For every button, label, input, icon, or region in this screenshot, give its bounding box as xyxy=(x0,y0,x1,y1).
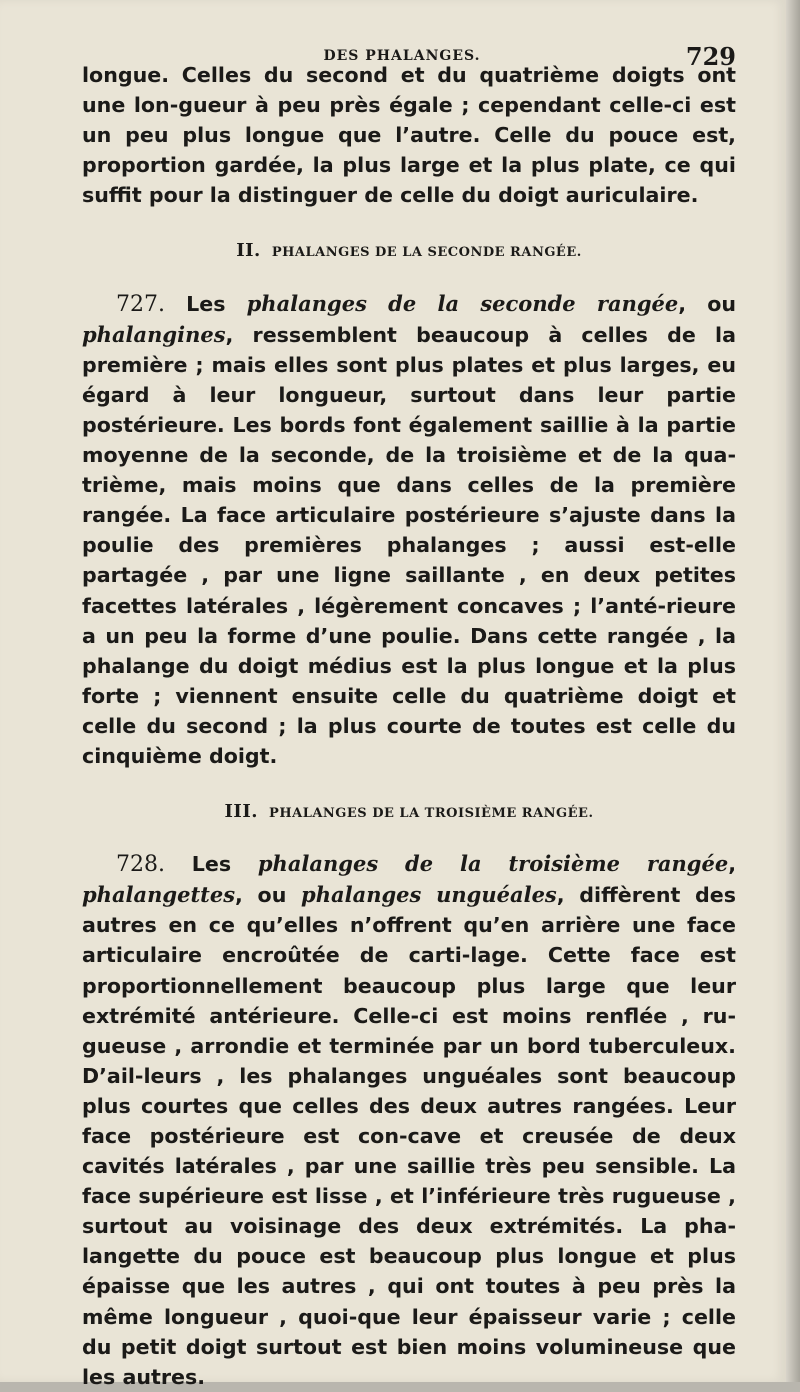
paragraph-text: , ou xyxy=(235,883,287,908)
paragraph-number: 727. xyxy=(116,291,165,317)
paragraph-text: , ressemblent beaucoup à celles de la première ; mais elles sont plus plates et plus larges, eu égard à leur longueur, surtout dans leur partie postérieure. Les bords font également saillie à la partie moyenne de la seconde, de la troisième et de la qua-trième, mais moins que dans celles de la première rangée. La face articulaire postérieure s’ajuste dans la poulie des premières phalanges ; aussi est-elle partagée , par une ligne saillante , en deux petites facettes latérales , légèrement concaves ; l’anté-rieure a un peu la forme d’une poulie. Dans cette rangée , la phalange du doigt médius est la plus longue et la plus forte ; viennent ensuite celle du quatrième doigt et celle du second ; la plus courte de toutes est celle du cinquième doigt. xyxy=(82,322,736,768)
paragraph-text: Les xyxy=(186,291,226,316)
section-heading-2 xyxy=(82,236,736,268)
italic-term: phalanges unguéales xyxy=(301,882,557,908)
paragraph-text: Les xyxy=(191,852,232,877)
section-heading-3 xyxy=(82,797,736,829)
section-number: III. xyxy=(224,801,259,823)
section-number: II. xyxy=(236,240,261,262)
paragraph-728 xyxy=(82,849,736,1392)
section-title: PHALANGES DE LA SECONDE RANGÉE. xyxy=(271,245,582,261)
italic-term: phalangines xyxy=(82,321,226,347)
running-title: DES PHALANGES. xyxy=(323,48,481,64)
continued-paragraph: longue. Celles du second et du quatrième doigts ont une lon-gueur à peu près égale ; cependant celle-ci est un peu plus longue que l’autre. Celle du pouce est, proportion gardée, la plus large et la plus plate, ce qui suffit pour la distinguer de celle du doigt auriculaire. xyxy=(82,63,736,208)
italic-term: phalanges de la seconde rangée xyxy=(246,290,679,316)
section-title: PHALANGES DE LA TROISIÈME RANGÉE. xyxy=(269,806,594,822)
paragraph-text: , diffèrent des autres en ce qu’elles n’offrent qu’en arrière une face articulaire encroûtée de carti-lage. Cette face est proportionnellement beaucoup plus large que leur extrémité antérieure. Celle-ci est moins renflée , ru-gueuse , arrondie et terminée par un bord tuberculeux. D’ail-leurs , les phalanges unguéales sont beaucoup plus courtes que celles des deux autres rangées. Leur face postérieure est con-cave et creusée de deux cavités latérales , par une saillie très peu sensible. La face supérieure est lisse , et l’inférieure très rugueuse , surtout au voisinage des deux extrémités. La pha-langette du pouce est beaucoup plus longue et plus épaisse que les autres , qui ont toutes à peu près la même longueur , quoi-que leur épaisseur varie ; celle du petit doigt surtout est bien moins volumineuse que les autres. xyxy=(82,883,736,1389)
paragraph-727 xyxy=(82,289,736,772)
italic-term: phalanges de la troisième rangée xyxy=(257,851,729,877)
paragraph-text: , ou xyxy=(678,291,737,316)
paragraph-number: 728. xyxy=(116,852,165,878)
italic-term: phalangettes xyxy=(82,882,236,908)
page-edge xyxy=(786,0,800,1382)
text-block xyxy=(82,60,736,1392)
page-number: 729 xyxy=(685,42,736,71)
paragraph-text: , xyxy=(728,852,737,877)
